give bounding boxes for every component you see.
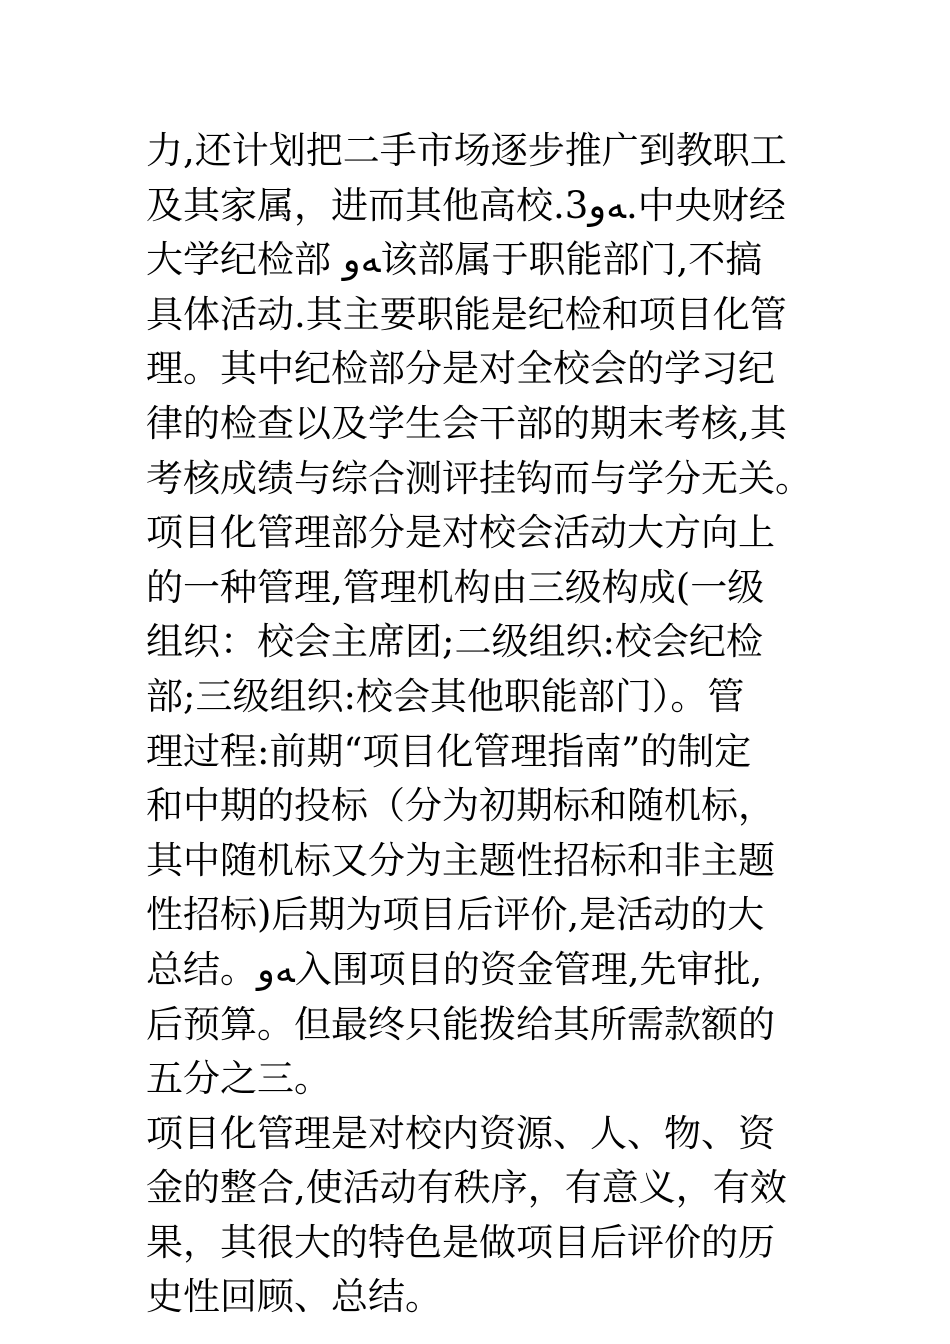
text-line-18: 五分之三。 xyxy=(146,1057,331,1101)
text-line-14: 其中随机标又分为主题性招标和非主题 xyxy=(146,838,775,882)
text-line-1: 力,还计划把二手市场逐步推广到教职工 xyxy=(146,129,787,172)
text-line-5: 理。其中纪检部分是对全校会的学习纪 xyxy=(146,347,775,391)
text-line-17: 后预算。但最终只能拨给其所需款额的 xyxy=(146,1002,775,1046)
text-line-8: 项目化管理部分是对校会活动大方向上 xyxy=(146,511,775,555)
body-text xyxy=(146,124,846,1325)
text-line-20: 金的整合,使活动有秩序，有意义，有效 xyxy=(146,1166,787,1210)
text-line-10: 组织：校会主席团;二级组织:校会纪检 xyxy=(146,620,763,664)
text-line-21: 果，其很大的特色是做项目后评价的历 xyxy=(146,1220,775,1264)
text-line-12: 理过程:前期“项目化管理指南”的制定 xyxy=(146,729,752,773)
text-line-22: 史性回顾、总结。 xyxy=(146,1275,442,1319)
text-line-2: 及其家属，进而其他高校.3ﻪﻭ.中央财经 xyxy=(146,183,786,227)
text-line-6: 律的检查以及学生会干部的期末考核,其 xyxy=(146,401,787,445)
text-line-9: 的一种管理,管理机构由三级构成(一级 xyxy=(146,565,765,609)
text-line-19: 项目化管理是对校内资源、人、物、资 xyxy=(146,1111,775,1155)
text-line-13: 和中期的投标（分为初期标和随机标， xyxy=(146,784,775,828)
text-line-11: 部;三级组织:校会其他职能部门）。管 xyxy=(146,674,745,718)
text-line-7: 考核成绩与综合测评挂钩而与学分无关。 xyxy=(146,456,812,500)
text-line-15: 性招标)后期为项目后评价,是活动的大 xyxy=(146,893,765,937)
text-line-16: 总结。ﻪﻭ入围项目的资金管理,先审批, xyxy=(146,947,763,991)
text-line-3: 大学纪检部 ﻪﻭ该部属于职能部门,不搞 xyxy=(146,238,763,282)
text-line-4: 具体活动.其主要职能是纪检和项目化管 xyxy=(146,292,787,336)
